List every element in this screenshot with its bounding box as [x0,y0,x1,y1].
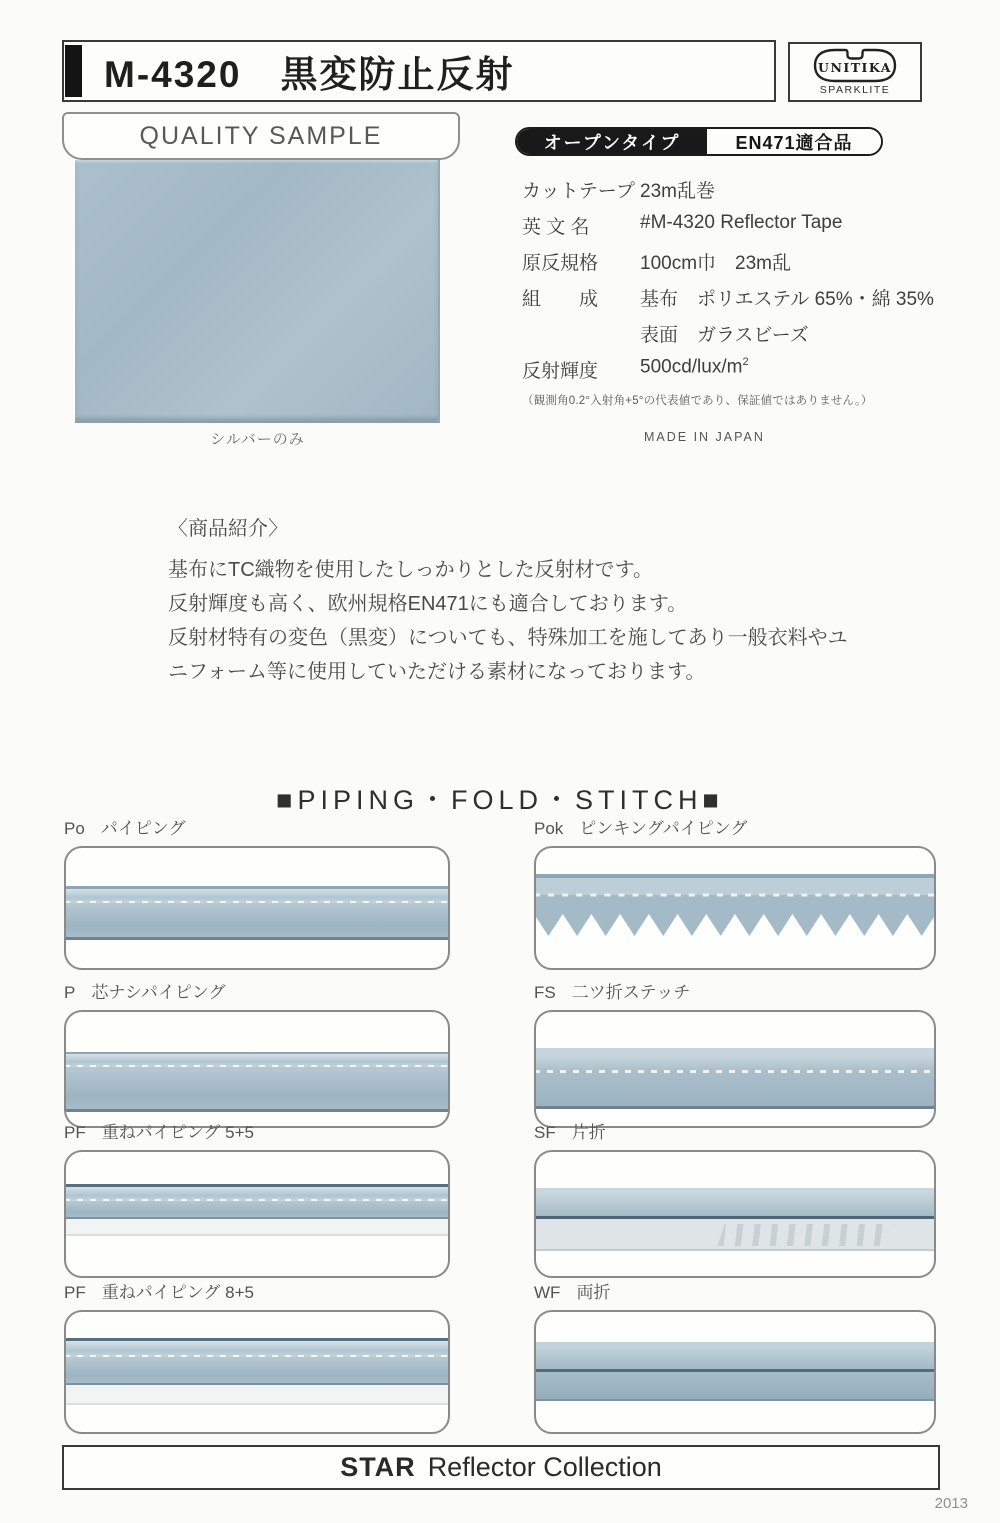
sparklite-label: SPARKLITE [819,84,891,96]
tape-sample-card [64,1310,450,1434]
tape-edge [64,1109,450,1112]
variant-name: 芯ナシパイピング [91,983,226,1002]
spec-label: 組 成 [522,289,599,310]
type-badge [515,127,883,156]
spec-value: 23m乱巻 [640,181,715,202]
page-number: 2013 [934,1495,968,1512]
tape-edge [64,937,450,940]
variant-cell-pf8 [64,1278,450,1434]
footer-brand: STAR [340,1452,416,1482]
fabric-swatch [75,160,440,423]
brand-logo-box [788,42,922,102]
tape-band [534,1048,936,1106]
title-accent-bar [65,45,82,97]
tape-edge [64,1234,450,1236]
tape-sample-card [534,1150,936,1278]
tape-band [64,903,450,937]
intro-line: 反射輝度も高く、欧州規格EN471にも適合しております。 [168,593,688,615]
variant-label [534,1118,936,1143]
spec-value: 100cm巾 23m乱 [640,253,791,274]
variant-code: Po [64,819,85,838]
variant-name: 二ツ折ステッチ [571,983,691,1002]
open-type-badge: オープンタイプ [517,129,707,154]
variant-label [534,978,936,1003]
variant-cell-po [64,814,450,970]
tape-graphic-single-fold [534,1188,936,1251]
product-intro [168,512,868,689]
variant-cell-pf5 [64,1118,450,1278]
tape-band [64,1201,450,1217]
tape-band [534,1372,936,1399]
tape-sample-card [64,846,450,970]
tape-sample-card [534,846,936,970]
tape-edge [534,1249,936,1251]
footer-title: Reflector Collection [427,1452,662,1482]
tape-sample-card [534,1310,936,1434]
tape-band [534,1188,936,1216]
page-title: M-4320 黒変防止反射 [104,54,515,95]
tape-edge [534,1399,936,1401]
variant-cell-wf [534,1278,936,1434]
header-title-box [62,40,776,102]
spec-row [522,176,942,203]
variant-name: 両折 [576,1283,611,1302]
intro-line: 反射材特有の変色（黒変）についても、特殊加工を施してあり一般衣料やユ [168,627,848,649]
variant-label [64,1278,450,1303]
spec-table [522,176,942,444]
backside-print-marks [717,1224,894,1246]
tape-sample-card [64,1010,450,1128]
variant-cell-p [64,978,450,1128]
spec-row [522,212,942,239]
variant-label [534,814,936,839]
tape-edge [64,1403,450,1405]
footer-collection-box [62,1445,940,1490]
intro-line: ニフォーム等に使用していただける素材になっております。 [168,661,706,683]
tape-underlay-band [64,1219,450,1236]
variant-code: WF [534,1283,561,1302]
stitch-dashes [534,1070,936,1073]
variant-code: Pok [534,819,564,838]
spec-row [522,248,942,275]
tape-piping-cord [64,889,450,903]
tape-piping-cord [64,1341,450,1357]
spec-value: 表面 ガラスビーズ [640,325,809,346]
tape-graphic-overlap-5 [64,1184,450,1236]
spec-row [522,284,942,311]
variant-name: ピンキングパイピング [579,819,748,838]
unitika-logo-icon [803,46,907,86]
tape-band [534,1342,936,1369]
tape-back-band [534,1219,936,1251]
variant-name: 重ねパイピング 5+5 [101,1123,254,1142]
tape-graphic-fold-stitch [534,1048,936,1109]
variant-cell-sf [534,1118,936,1278]
tape-graphic-piping [64,886,450,940]
swatch-caption: シルバーのみ [210,431,305,448]
spec-row [522,356,942,383]
variant-cell-pok [534,814,936,970]
variant-code: P [64,983,76,1002]
tape-graphic-flat-piping [64,1052,450,1112]
en471-badge: EN471適合品 [707,129,881,154]
variant-name: 重ねパイピング 8+5 [101,1283,254,1302]
spec-label [522,320,640,347]
tape-band [64,1067,450,1109]
tape-graphic-double-fold [534,1342,936,1401]
section-title: ■PIPING・FOLD・STITCH■ [276,785,724,815]
tape-graphic-pinking [534,874,936,944]
spec-label: 反射輝度 [522,361,599,382]
spec-row [522,320,942,347]
tape-band [64,1357,450,1383]
variant-label [64,814,450,839]
spec-value [640,356,749,383]
tape-sample-card [64,1150,450,1278]
spec-label: 英 文 名 [522,217,590,238]
variant-code: FS [534,983,556,1002]
spec-note: （観測角0.2°入射角+5°の代表値であり、保証値ではありません。） [522,395,873,407]
spec-value: 基布 ポリエステル 65%・綿 35% [640,289,934,310]
intro-title: 〈商品紹介〉 [168,518,288,540]
tape-edge [534,1106,936,1109]
tape-underlay-band [64,1385,450,1405]
tape-graphic-overlap-8 [64,1338,450,1405]
spec-label: カットテープ [522,181,635,202]
variant-code: PF [64,1283,86,1302]
unitika-logo-text: UNITIKA [818,60,892,75]
variant-label [534,1278,936,1303]
made-in-japan-label: MADE IN JAPAN [644,430,765,444]
tape-piping-cord [64,1054,450,1067]
tape-piping-cord [64,1187,450,1201]
variant-label [64,1118,450,1143]
variant-name: 片折 [571,1123,606,1142]
variant-cell-fs [534,978,936,1128]
variant-code: PF [64,1123,86,1142]
quality-sample-tab: QUALITY SAMPLE [62,112,460,160]
intro-line: 基布にTC織物を使用したしっかりとした反射材です。 [168,559,654,581]
variant-code: SF [534,1123,556,1142]
tape-sample-card [534,1010,936,1128]
variant-name: パイピング [100,819,186,838]
spec-value: #M-4320 Reflector Tape [640,212,843,233]
variant-label [64,978,450,1003]
luminance-value: 500cd/lux/m [640,356,743,378]
luminance-sup: 2 [742,356,749,368]
spec-label: 原反規格 [522,253,599,274]
